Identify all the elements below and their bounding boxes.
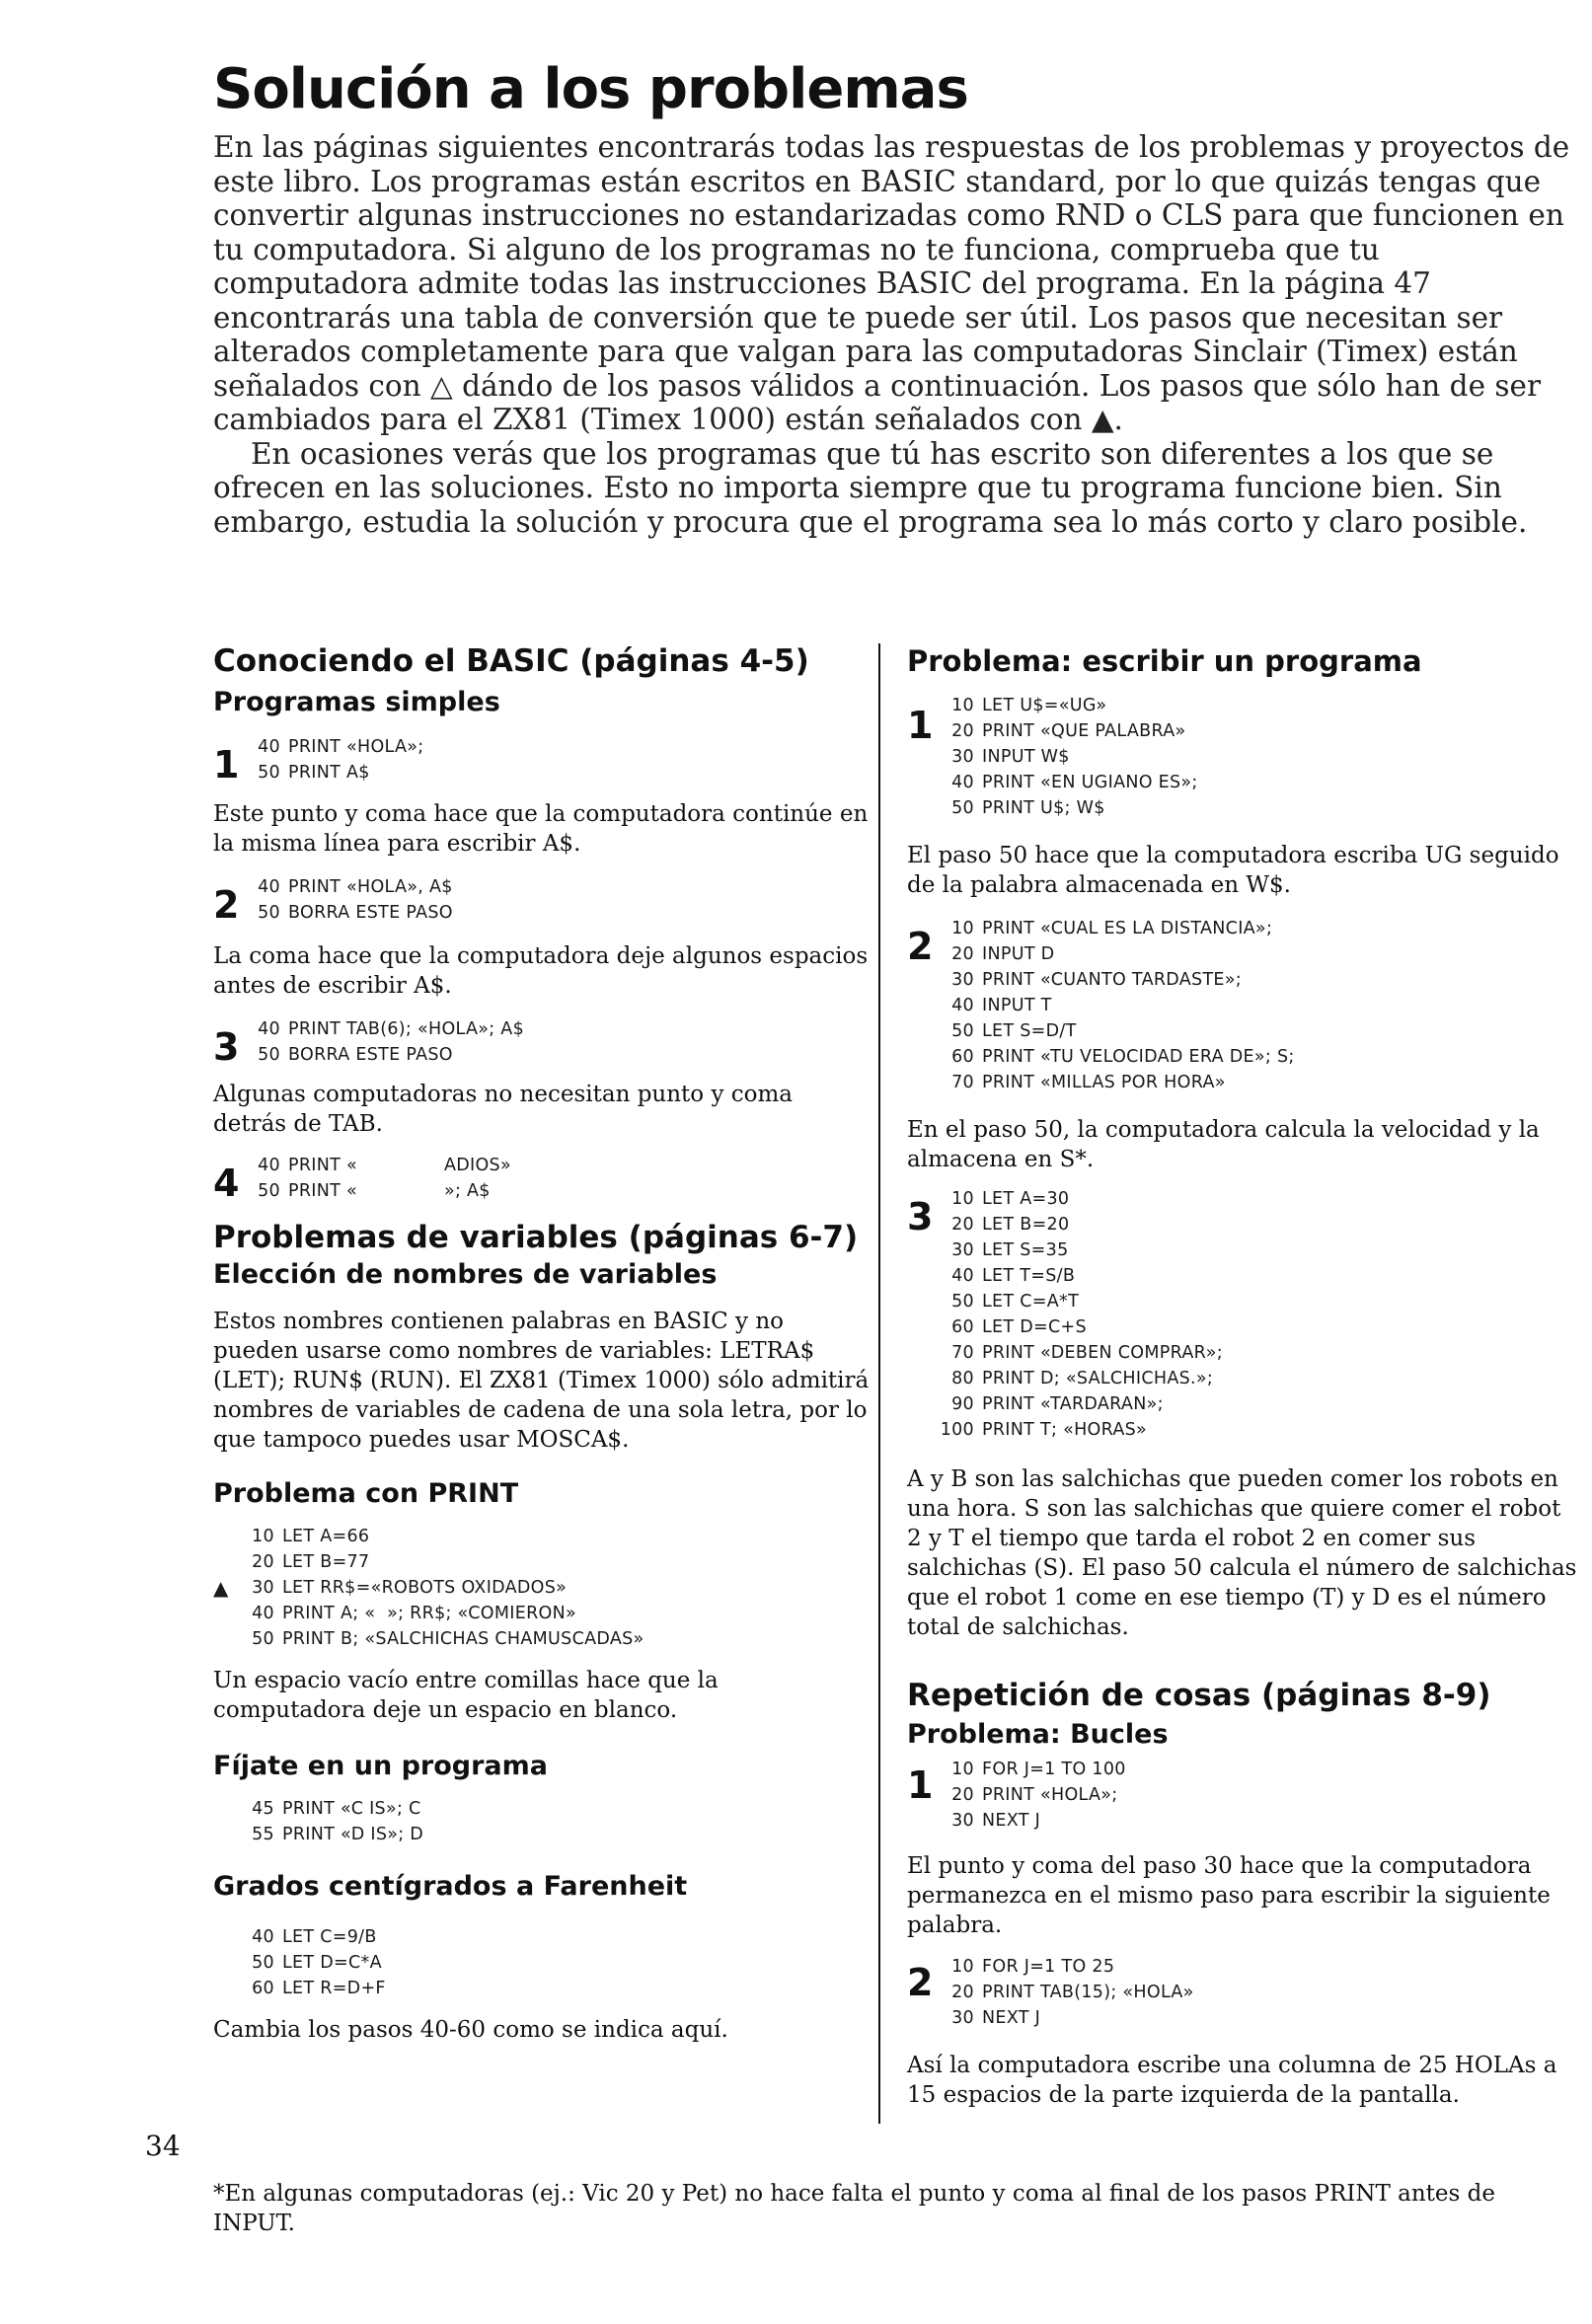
program-block <box>213 874 872 928</box>
subheading-programas-simples: Programas simples <box>213 687 500 717</box>
line-number: 60 <box>951 1047 974 1067</box>
intro-paragraph-2: En ocasiones verás que los programas que tú has escrito son diferentes a los que se ofrecen en las soluciones. Esto no importa siempre que tu programa funcione bien. Sin embargo, estudia la solución y procura que el programa sea lo más corto y claro posible. <box>213 436 1528 539</box>
line-number: 40 <box>258 737 280 757</box>
program-block <box>213 1796 872 1847</box>
code-listing <box>907 1954 1578 2031</box>
program-block <box>213 1924 872 2001</box>
program-block <box>907 693 1578 821</box>
code-text: INPUT D <box>982 944 1055 964</box>
code-listing <box>213 874 872 926</box>
program-number: 1 <box>907 1763 934 1807</box>
code-line <box>933 770 1578 795</box>
line-number: 70 <box>951 1343 974 1363</box>
code-listing <box>907 916 1578 1095</box>
code-line <box>213 1601 872 1626</box>
code-text: PRINT «TU VELOCIDAD ERA DE»; S; <box>982 1047 1295 1067</box>
code-line <box>933 1340 1578 1366</box>
program-block <box>907 1954 1578 2031</box>
code-listing <box>907 1186 1578 1443</box>
zx81-marker <box>213 1626 233 1652</box>
program-block <box>907 916 1578 1095</box>
code-line <box>233 1976 872 2001</box>
code-text: PRINT «CUAL ES LA DISTANCIA»; <box>982 919 1273 938</box>
line-number: 90 <box>951 1394 974 1414</box>
line-number: 50 <box>258 903 280 923</box>
line-number: 40 <box>951 996 974 1015</box>
zx81-marker <box>213 1549 233 1575</box>
line-number: 10 <box>951 1957 974 1977</box>
code-line <box>933 1808 1578 1834</box>
program-number: 2 <box>213 883 240 927</box>
line-number: 40 <box>951 773 974 792</box>
subheading-eleccion-nombres: Elección de nombres de variables <box>213 1259 718 1290</box>
code-text: PRINT A$ <box>288 763 370 783</box>
line-number: 30 <box>951 747 974 767</box>
code-text: NEXT J <box>982 2008 1041 2028</box>
code-line <box>933 693 1578 718</box>
code-text: LET S=D/T <box>982 1021 1077 1041</box>
code-text: PRINT «HOLA», A$ <box>288 877 453 897</box>
code-text: PRINT T; «HORAS» <box>982 1420 1148 1440</box>
line-number: 50 <box>951 1292 974 1312</box>
section-heading-repeticion: Repetición de cosas (páginas 8-9) <box>907 1678 1491 1713</box>
subheading-grados-farenheit: Grados centígrados a Farenheit <box>213 1871 688 1902</box>
explanation-text: La coma hace que la computadora deje algunos espacios antes de escribir A$. <box>213 943 869 999</box>
code-line <box>933 1980 1578 2005</box>
code-text: PRINT « ADIOS» <box>288 1156 511 1175</box>
code-text: PRINT U$; W$ <box>982 798 1105 818</box>
right-column <box>907 641 1578 2110</box>
line-number: 50 <box>252 1629 274 1649</box>
subheading-fijate-programa: Fíjate en un programa <box>213 1751 548 1781</box>
code-line <box>239 1178 872 1204</box>
code-text: PRINT «CUANTO TARDASTE»; <box>982 970 1242 990</box>
left-column <box>213 641 872 2045</box>
column-divider <box>878 643 880 2124</box>
line-number: 20 <box>951 1983 974 2002</box>
code-text: LET D=C*A <box>282 1953 382 1973</box>
program-number: 4 <box>213 1162 240 1205</box>
section-heading-problema-escribir: Problema: escribir un programa <box>907 644 1422 678</box>
line-number: 50 <box>258 763 280 783</box>
line-number: 20 <box>951 1785 974 1805</box>
code-line <box>239 760 872 786</box>
code-listing <box>213 1016 872 1068</box>
code-text: PRINT B; «SALCHICHAS CHAMUSCADAS» <box>282 1629 644 1649</box>
code-line <box>933 1782 1578 1808</box>
line-number: 50 <box>252 1953 274 1973</box>
code-line <box>933 1212 1578 1237</box>
line-number: 20 <box>951 1215 974 1235</box>
code-text: LET T=S/B <box>982 1266 1076 1286</box>
code-line <box>213 1626 872 1652</box>
line-number: 10 <box>951 1189 974 1209</box>
line-number: 50 <box>258 1181 280 1201</box>
code-line <box>933 1417 1578 1443</box>
line-number: 45 <box>252 1799 274 1819</box>
code-text: NEXT J <box>982 1811 1041 1831</box>
intro-paragraph-1: En las páginas siguientes encontrarás todas las respuestas de los problemas y proyectos de este libro. Los programas están escritos en BASIC standard, por lo que quizás tengas que convertir algunas instrucciones no estandarizadas como RND o CLS para que funcionen en tu computadora. Si alguno de los programas no te funciona, comprueba que tu computadora admite todas las instrucciones BASIC del programa. En la página 47 encontrarás una tabla de conversión que te puede ser útil. Los pasos que necesitan ser alterados completamente para que valgan para las computadoras Sinclair (Timex) están señalados con △ dándo de los pasos válidos a continuación. Los pasos que sólo han de ser cambiados para el ZX81 (Timex 1000) están señalados con ▲. <box>213 130 1570 436</box>
code-line <box>233 1950 872 1976</box>
code-text: PRINT TAB(15); «HOLA» <box>982 1983 1194 2002</box>
code-text: PRINT «D IS»; D <box>282 1825 424 1844</box>
line-number: 10 <box>252 1527 274 1546</box>
code-text: LET U$=«UG» <box>982 696 1107 715</box>
code-line <box>933 795 1578 821</box>
line-number: 80 <box>951 1369 974 1388</box>
zx81-marker <box>213 1524 233 1549</box>
program-block <box>213 1153 872 1206</box>
code-text: LET B=77 <box>282 1552 370 1572</box>
explanation-text: Estos nombres contienen palabras en BASIC y no pueden usarse como nombres de variables: LETRA$ (LET); RUN$ (RUN). El ZX81 (Timex 1000) sólo admitirá nombres de variables de cadena de una sola letra, por lo que tampoco puedes usar MOSCA$. <box>213 1309 870 1453</box>
explanation-text: Algunas computadoras no necesitan punto y coma detrás de TAB. <box>213 1082 793 1137</box>
code-line <box>933 1263 1578 1289</box>
code-listing <box>213 1153 872 1204</box>
code-line <box>933 1391 1578 1417</box>
code-text: LET RR$=«ROBOTS OXIDADOS» <box>282 1578 568 1598</box>
line-number: 40 <box>258 1156 280 1175</box>
line-number: 30 <box>252 1578 274 1598</box>
explanation-text: El punto y coma del paso 30 hace que la computadora permanezca en el mismo paso para escribir la siguiente palabra. <box>907 1853 1551 1938</box>
line-number: 55 <box>252 1825 274 1844</box>
code-line <box>239 1042 872 1068</box>
code-line <box>933 1070 1578 1095</box>
code-text: PRINT « »; A$ <box>288 1181 491 1201</box>
code-text: PRINT A; « »; RR$; «COMIERON» <box>282 1604 576 1623</box>
code-line <box>933 941 1578 967</box>
explanation-text: En el paso 50, la computadora calcula la velocidad y la almacena en S*. <box>907 1117 1540 1172</box>
code-line <box>933 1757 1578 1782</box>
line-number: 40 <box>252 1604 274 1623</box>
code-text: LET R=D+F <box>282 1979 386 1998</box>
program-block <box>213 1016 872 1070</box>
line-number: 10 <box>951 696 974 715</box>
code-line <box>933 1954 1578 1980</box>
code-line <box>933 718 1578 744</box>
code-line <box>933 1366 1578 1391</box>
code-text: INPUT W$ <box>982 747 1070 767</box>
code-line <box>213 1575 872 1601</box>
code-text: BORRA ESTE PASO <box>288 1045 453 1065</box>
code-text: PRINT D; «SALCHICHAS.»; <box>982 1369 1214 1388</box>
subheading-problema-print: Problema con PRINT <box>213 1478 519 1509</box>
code-listing <box>213 734 872 786</box>
program-block <box>213 1524 872 1652</box>
code-text: LET B=20 <box>982 1215 1070 1235</box>
code-text: BORRA ESTE PASO <box>288 903 453 923</box>
line-number: 70 <box>951 1073 974 1092</box>
intro-text <box>213 130 1575 539</box>
line-number: 50 <box>951 1021 974 1041</box>
code-line <box>233 1822 872 1847</box>
code-text: LET D=C+S <box>982 1317 1087 1337</box>
line-number: 60 <box>252 1979 274 1998</box>
code-text: LET C=A*T <box>982 1292 1080 1312</box>
line-number: 60 <box>951 1317 974 1337</box>
explanation-text: Este punto y coma hace que la computadora continúe en la misma línea para escribir A$. <box>213 801 869 857</box>
line-number: 40 <box>258 877 280 897</box>
line-number: 20 <box>252 1552 274 1572</box>
code-line <box>933 916 1578 941</box>
code-line <box>933 1237 1578 1263</box>
code-line <box>239 1153 872 1178</box>
program-number: 1 <box>907 704 934 747</box>
code-text: LET S=35 <box>982 1240 1069 1260</box>
code-line <box>233 1924 872 1950</box>
code-line <box>213 1524 872 1549</box>
code-line <box>239 734 872 760</box>
line-number: 40 <box>252 1927 274 1947</box>
program-block <box>907 1186 1578 1443</box>
code-text: PRINT «HOLA»; <box>982 1785 1118 1805</box>
program-number: 3 <box>907 1195 934 1238</box>
line-number: 40 <box>258 1019 280 1039</box>
section-heading-conociendo-basic: Conociendo el BASIC (páginas 4-5) <box>213 643 809 679</box>
subheading-bucles: Problema: Bucles <box>907 1719 1169 1750</box>
code-line <box>933 967 1578 993</box>
code-listing <box>233 1924 872 2001</box>
line-number: 30 <box>951 2008 974 2028</box>
code-line <box>933 744 1578 770</box>
code-text: PRINT «MILLAS POR HORA» <box>982 1073 1226 1092</box>
code-line <box>239 900 872 926</box>
code-text: FOR J=1 TO 25 <box>982 1957 1115 1977</box>
code-line <box>933 1018 1578 1044</box>
code-listing <box>213 1524 872 1652</box>
code-text: INPUT T <box>982 996 1052 1015</box>
code-text: PRINT «C IS»; C <box>282 1799 421 1819</box>
program-block <box>213 734 872 787</box>
line-number: 20 <box>951 721 974 741</box>
code-text: LET A=30 <box>982 1189 1070 1209</box>
code-line <box>933 2005 1578 2031</box>
code-text: PRINT «HOLA»; <box>288 737 424 757</box>
triangle-icon: ▲ <box>213 1576 229 1600</box>
page-title: Solución a los problemas <box>213 57 968 121</box>
line-number: 40 <box>951 1266 974 1286</box>
explanation-text: A y B son las salchichas que pueden comer los robots en una hora. S son las salchichas que quiere comer el robot 2 y T el tiempo que tarda el robot 2 en comer sus salchichas (S). El paso 50 calcula el número de salchichas que el robot 1 come en ese tiempo (T) y D es el número total de salchichas. <box>907 1466 1577 1640</box>
code-line <box>933 993 1578 1018</box>
code-text: PRINT «TARDARAN»; <box>982 1394 1164 1414</box>
program-number: 2 <box>907 925 934 968</box>
code-line <box>233 1796 872 1822</box>
code-text: LET C=9/B <box>282 1927 377 1947</box>
line-number: 30 <box>951 970 974 990</box>
code-line <box>933 1314 1578 1340</box>
code-line <box>933 1044 1578 1070</box>
code-line <box>239 1016 872 1042</box>
code-text: PRINT TAB(6); «HOLA»; A$ <box>288 1019 525 1039</box>
page-number: 34 <box>145 2130 181 2162</box>
program-block <box>907 1757 1578 1834</box>
line-number: 50 <box>258 1045 280 1065</box>
explanation-text: El paso 50 hace que la computadora escriba UG seguido de la palabra almacenada en W$. <box>907 843 1559 898</box>
line-number: 20 <box>951 944 974 964</box>
zx81-marker <box>213 1601 233 1626</box>
code-listing <box>233 1796 872 1847</box>
line-number: 100 <box>940 1420 974 1440</box>
code-listing <box>907 1757 1578 1834</box>
code-line <box>213 1549 872 1575</box>
code-text: LET A=66 <box>282 1527 370 1546</box>
footnote: *En algunas computadoras (ej.: Vic 20 y Pet) no hace falta el punto y coma al final de los pasos PRINT antes de INPUT. <box>213 2181 1495 2236</box>
code-line <box>933 1186 1578 1212</box>
code-text: PRINT «QUE PALABRA» <box>982 721 1186 741</box>
line-number: 30 <box>951 1240 974 1260</box>
explanation-text: Un espacio vacío entre comillas hace que la computadora deje un espacio en blanco. <box>213 1668 719 1723</box>
code-line <box>933 1289 1578 1314</box>
program-number: 1 <box>213 743 240 787</box>
code-text: PRINT «EN UGIANO ES»; <box>982 773 1198 792</box>
line-number: 30 <box>951 1811 974 1831</box>
explanation-text: Así la computadora escribe una columna de 25 HOLAs a 15 espacios de la parte izquierda de la pantalla. <box>907 2053 1557 2108</box>
code-text: FOR J=1 TO 100 <box>982 1760 1126 1779</box>
code-line <box>239 874 872 900</box>
code-text: PRINT «DEBEN COMPRAR»; <box>982 1343 1223 1363</box>
line-number: 10 <box>951 919 974 938</box>
program-number: 3 <box>213 1025 240 1069</box>
explanation-text: Cambia los pasos 40-60 como se indica aquí. <box>213 2017 728 2043</box>
section-heading-problemas-variables: Problemas de variables (páginas 6-7) <box>213 1220 859 1255</box>
line-number: 50 <box>951 798 974 818</box>
line-number: 10 <box>951 1760 974 1779</box>
code-listing <box>907 693 1578 821</box>
program-number: 2 <box>907 1961 934 2004</box>
